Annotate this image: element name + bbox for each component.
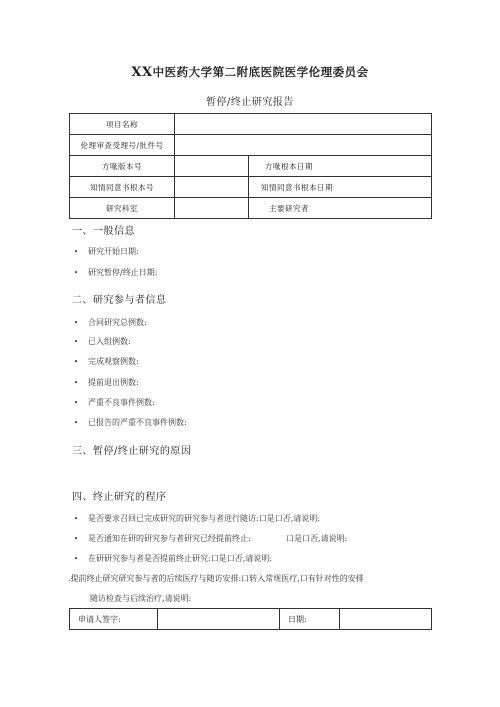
section-procedure-heading: 四、终止研究的程序 (72, 492, 167, 503)
list-item: • 已报告的严重不良事件例数: (74, 418, 187, 427)
date-label: 日期: (280, 609, 340, 630)
consent-date-label: 知情同意书根本日期 (249, 177, 432, 198)
table-row (70, 114, 432, 135)
table-row (70, 198, 432, 219)
start-date-label: 研究开始日期: (88, 247, 139, 256)
withdrawn-cases-label: 提前退出例数: (88, 378, 139, 387)
project-name-value[interactable] (175, 114, 432, 135)
list-item: • 已入组例数: (74, 337, 131, 346)
list-item: • 是否通知在研的研究参与者研究已经提前终止: (74, 534, 251, 543)
list-item: • 研究开始日期: (74, 247, 139, 256)
title-main: 中医药大学第二附底医院医学伦理委员会 (152, 65, 369, 79)
project-info-table (69, 113, 432, 219)
total-cases-label: 合同研究总例数: (88, 318, 147, 327)
document-subtitle: 暂停/终止研究报告 (206, 97, 294, 108)
project-name-label: 项目名称 (70, 114, 175, 135)
stop-date-label: 研究暂停/终止日期: (88, 268, 158, 277)
enrolled-cases-label: 已入组例数: (88, 337, 131, 346)
protocol-version-value[interactable] (175, 156, 249, 177)
list-item: • 在研研究参与者是否提前终止研究:口是口否,请说明: (74, 554, 272, 563)
date-field[interactable] (340, 609, 432, 630)
document-title (0, 64, 500, 80)
applicant-signature-label: 申请人签字: (70, 609, 158, 630)
notify-question: 是否通知在研的研究参与者研究已经提前终止: (88, 534, 251, 543)
department-label: 研究科室 (70, 198, 175, 219)
protocol-version-label: 方喙版本号 (70, 156, 175, 177)
table-row (70, 609, 432, 630)
list-item: • 严重不良事件例数: (74, 398, 155, 407)
applicant-signature-field[interactable] (158, 609, 280, 630)
followup-explanation: 随访检查与后续治疗,请说明: (90, 594, 192, 603)
protocol-date-label: 方喙根本日期 (249, 156, 432, 177)
terminate-question: 在研研究参与者是否提前终止研究:口是口否,请说明: (88, 554, 272, 563)
signature-table (69, 608, 432, 630)
consent-version-value[interactable] (175, 177, 249, 198)
ethics-no-value[interactable] (175, 135, 432, 156)
title-prefix: XX (131, 65, 153, 80)
ethics-no-label: 伦理审查受理号/批件号 (70, 135, 175, 156)
list-item: • 合同研究总例数: (74, 318, 147, 327)
followup-arrangement: .提前终止研究研究参与者的后续医疗与随访安排:口转入常规医疗,口有针对性的安排 (68, 574, 364, 583)
list-item: • 是否要求召回已完成研究的研究参与者进行随访:口是口否,请说明: (74, 514, 320, 523)
section-participants-heading: 二、研究参与者信息 (72, 295, 167, 306)
pi-label: 主要研究者 (249, 198, 432, 219)
table-row (70, 177, 432, 198)
list-item: • 提前退出例数: (74, 378, 139, 387)
table-row (70, 135, 432, 156)
list-item: • 研究暂停/终止日期: (74, 268, 158, 277)
notify-options: 口是口否,请说明: (286, 534, 348, 543)
consent-version-label: 知情同意书根本号 (70, 177, 175, 198)
sae-cases-label: 严重不良事件例数: (88, 398, 155, 407)
reported-sae-label: 已报告的严重不良事件例数: (88, 418, 187, 427)
table-row (70, 156, 432, 177)
department-value[interactable] (175, 198, 249, 219)
completed-cases-label: 完成观察例数: (88, 357, 139, 366)
recall-question: 是否要求召回已完成研究的研究参与者进行随访:口是口否,请说明: (88, 514, 320, 523)
section-reason-heading: 三、暂停/终止研究的原因 (72, 446, 192, 457)
list-item: • 完成观察例数: (74, 357, 139, 366)
section-general-heading: 一、一般信息 (72, 226, 135, 237)
